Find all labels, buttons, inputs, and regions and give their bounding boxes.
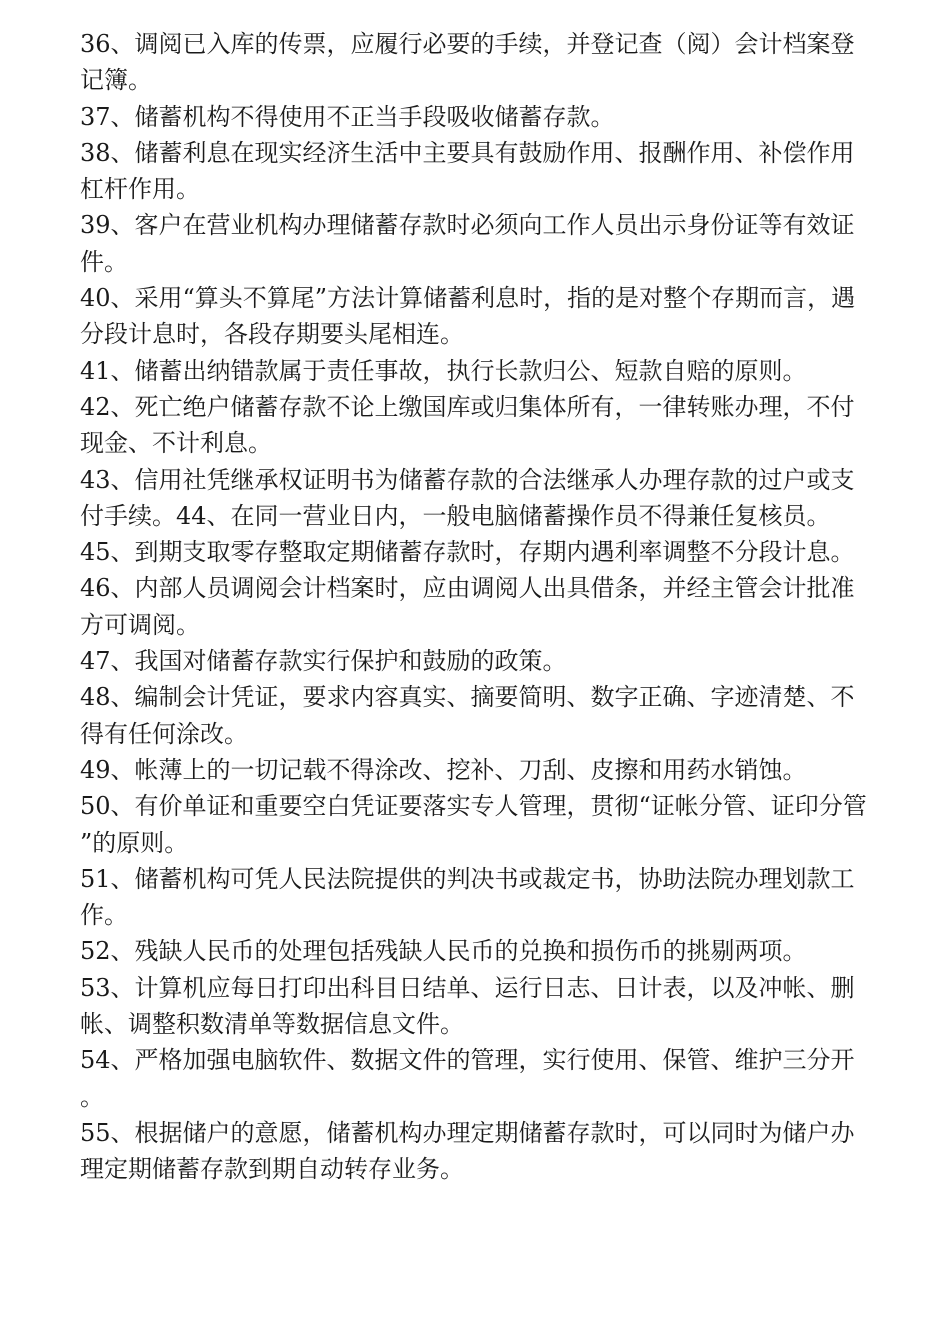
item-46: 46、内部人员调阅会计档案时，应由调阅人出具借条，并经主管会计批准方可调阅。 (80, 574, 855, 639)
item-39: 39、客户在营业机构办理储蓄存款时必须向工作人员出示身份证等有效证件。 (80, 211, 855, 276)
item-43-44: 43、信用社凭继承权证明书为储蓄存款的合法继承人办理存款的过户或支付手续。44、在同一营业日内，一般电脑储蓄操作员不得兼任复核员。 (80, 465, 855, 530)
item-51: 51、储蓄机构可凭人民法院提供的判决书或裁定书，协助法院办理划款工作。 (80, 864, 855, 930)
item-42: 42、死亡绝户储蓄存款不论上缴国库或归集体所有，一律转账办理，不付现金、不计利息。 (80, 392, 855, 458)
item-47: 47、我国对储蓄存款实行保护和鼓励的政策。 (80, 647, 567, 676)
item-50: 50、有价单证和重要空白凭证要落实专人管理，贯彻“证帐分管、证印分管”的原则。 (80, 792, 867, 857)
item-41: 41、储蓄出纳错款属于责任事故，执行长款归公、短款自赔的原则。 (80, 356, 807, 385)
item-52: 52、残缺人民币的处理包括残缺人民币的兑换和损伤币的挑剔两项。 (80, 937, 807, 966)
item-55: 55、根据储户的意愿，储蓄机构办理定期储蓄存款时，可以同时为储户办理定期储蓄存款到期自动转存业务。 (80, 1118, 855, 1184)
item-53: 53、计算机应每日打印出科目日结单、运行日志、日计表，以及冲帐、删帐、调整积数清单等数据信息文件。 (80, 973, 855, 1039)
item-36: 36、调阅已入库的传票，应履行必要的手续，并登记查（阅）会计档案登记簿。 (80, 30, 855, 95)
document-page (80, 26, 872, 1188)
item-48: 48、编制会计凭证，要求内容真实、摘要简明、数字正确、字迹清楚、不得有任何涂改。 (80, 683, 855, 748)
item-54: 54、严格加强电脑软件、数据文件的管理，实行使用、保管、维护三分开。 (80, 1046, 855, 1111)
item-38: 38、储蓄利息在现实经济生活中主要具有鼓励作用、报酬作用、补偿作用杠杆作用。 (80, 138, 855, 204)
item-45: 45、到期支取零存整取定期储蓄存款时，存期内遇利率调整不分段计息。 (80, 538, 855, 567)
item-49: 49、帐薄上的一切记载不得涂改、挖补、刀刮、皮擦和用药水销蚀。 (80, 755, 807, 784)
item-37: 37、储蓄机构不得使用不正当手段吸收储蓄存款。 (80, 102, 615, 131)
item-40: 40、采用“算头不算尾”方法计算储蓄利息时，指的是对整个存期而言，遇分段计息时，各段存期要头尾相连。 (80, 284, 856, 349)
